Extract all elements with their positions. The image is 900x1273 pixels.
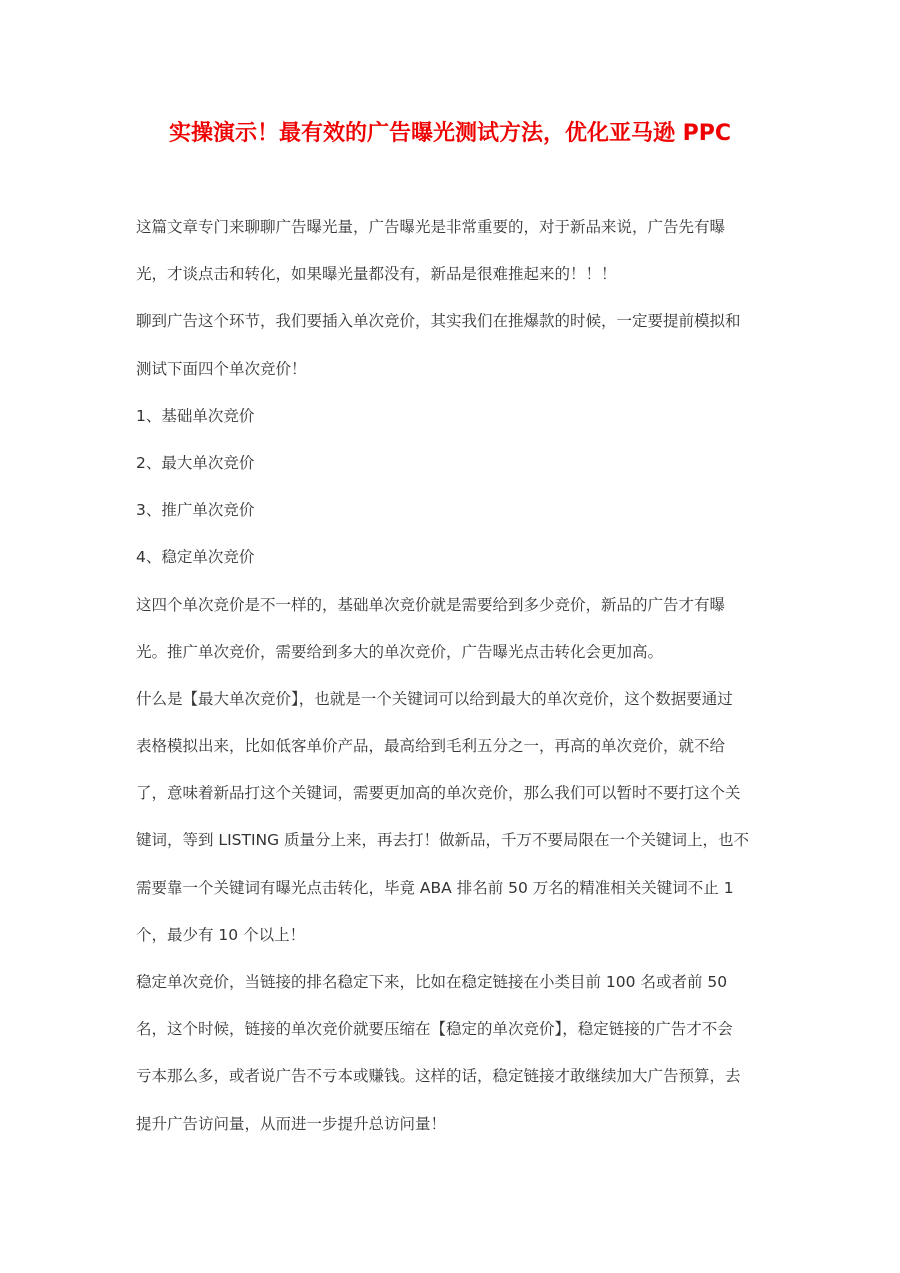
text-line: 测试下面四个单次竞价！ [136, 359, 307, 378]
text-line: 什么是【最大单次竞价】，也就是一个关键词可以给到最大的单次竞价，这个数据要通过 [136, 689, 733, 708]
text-line: 了，意味着新品打这个关键词，需要更加高的单次竞价，那么我们可以暂时不要打这个关 [136, 784, 741, 803]
list-item-4: 4、稳定单次竞价 [136, 548, 255, 567]
list-item-1: 1、基础单次竞价 [136, 406, 255, 425]
text-line: 需要靠一个关键词有曝光点击转化，毕竟 ABA 排名前 50 万名的精准相关关键词不止 1 [136, 878, 734, 897]
list-item-3: 3、推广单次竞价 [136, 501, 255, 520]
text-line: 亏本那么多，或者说广告不亏本或赚钱。这样的话，稳定链接才敢继续加大广告预算，去 [136, 1067, 741, 1086]
article-title: 实操演示！最有效的广告曝光测试方法，优化亚马逊 PPC [168, 121, 732, 146]
text-line: 键词，等到 LISTING 质量分上来，再去打！做新品，千万不要局限在一个关键词上，也不 [136, 831, 750, 850]
text-line: 光。推广单次竞价，需要给到多大的单次竞价，广告曝光点击转化会更加高。 [136, 642, 664, 661]
text-line: 提升广告访问量，从而进一步提升总访问量！ [136, 1114, 447, 1133]
article-body [136, 209, 776, 1153]
text-line: 个，最少有 10 个以上！ [136, 925, 306, 944]
text-line: 名，这个时候，链接的单次竞价就要压缩在【稳定的单次竞价】，稳定链接的广告才不会 [136, 1020, 733, 1039]
text-line: 稳定单次竞价，当链接的排名稳定下来，比如在稳定链接在小类目前 100 名或者前 50 [136, 973, 728, 991]
text-line: 这篇文章专门来聊聊广告曝光量，广告曝光是非常重要的，对于新品来说，广告先有曝 [136, 218, 726, 236]
text-line: 光，才谈点击和转化，如果曝光量都没有，新品是很难推起来的！！！ [136, 265, 617, 284]
list-item-2: 2、最大单次竞价 [136, 453, 255, 472]
text-line: 这四个单次竞价是不一样的，基础单次竞价就是需要给到多少竞价，新品的广告才有曝 [136, 595, 726, 614]
text-line: 聊到广告这个环节，我们要插入单次竞价，其实我们在推爆款的时候，一定要提前模拟和 [136, 312, 741, 331]
text-line: 表格模拟出来，比如低客单价产品，最高给到毛利五分之一，再高的单次竞价，就不给 [136, 737, 726, 756]
